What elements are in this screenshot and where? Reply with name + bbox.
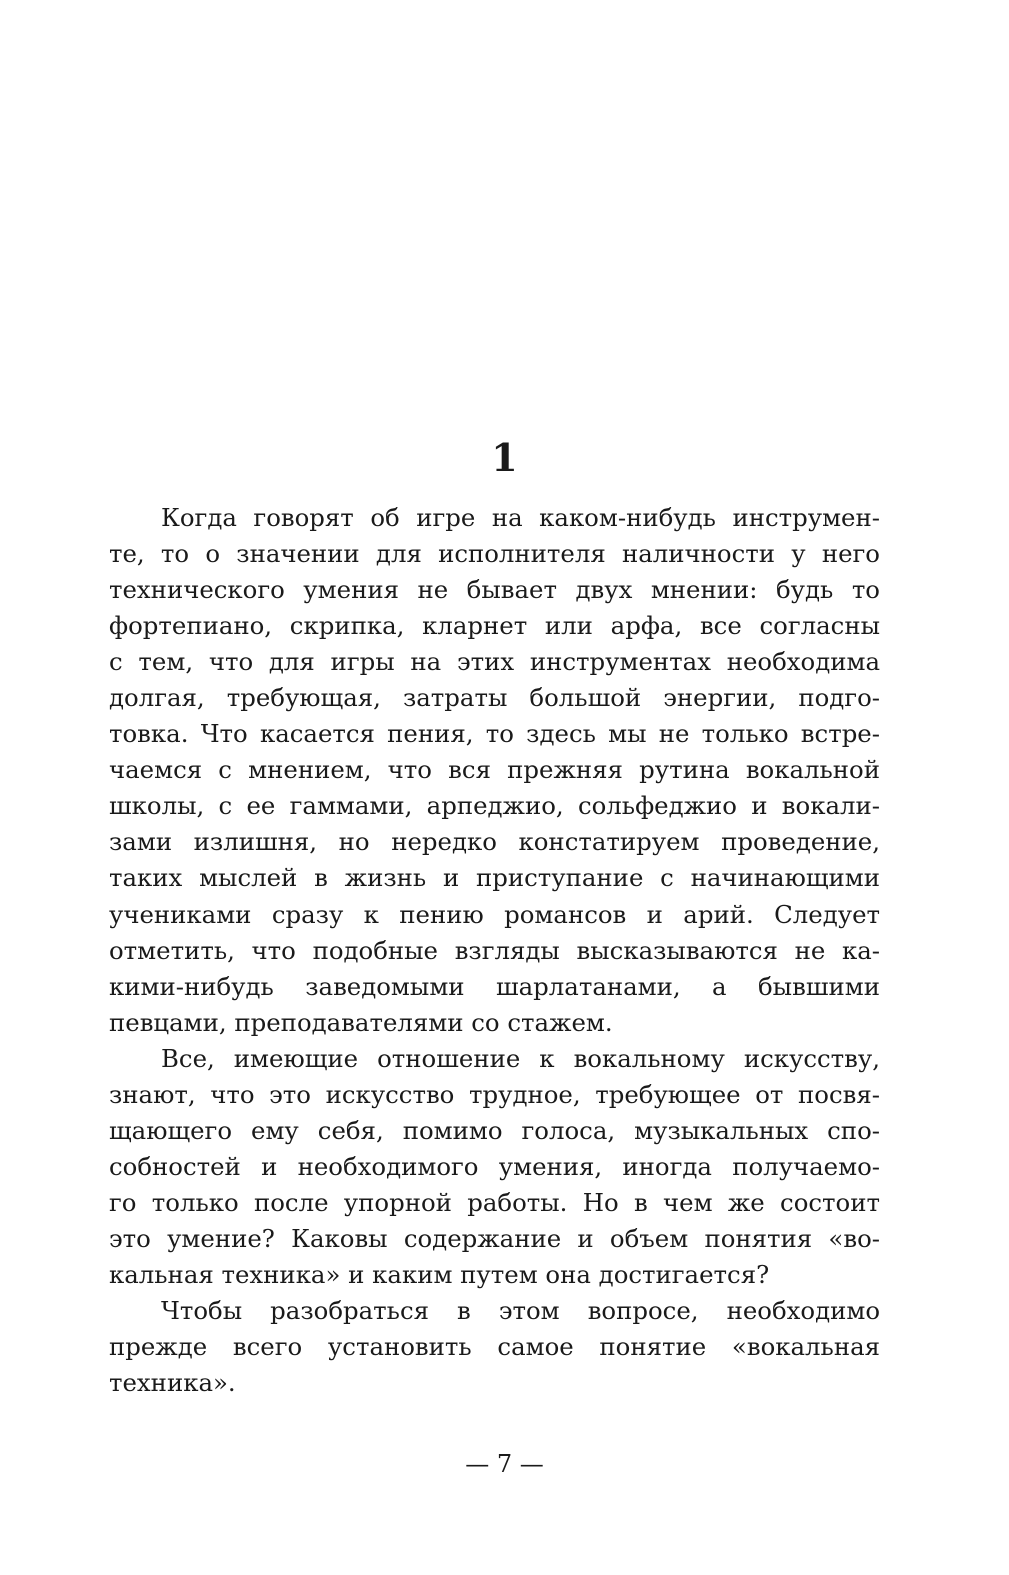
text-line: щающего ему себя, помимо голоса, музыкальных спо-	[109, 1115, 880, 1145]
text-line: Когда говорят об игре на каком-нибудь инструмен-	[161, 503, 880, 532]
text-line: долгая, требующая, затраты большой энергии, подго-	[109, 683, 880, 713]
chapter-number: 1	[491, 435, 518, 480]
text-line: отметить, что подобные взгляды высказываются не ка-	[109, 935, 880, 965]
text-line: знают, что это искусство трудное, требующее от посвя-	[109, 1079, 880, 1109]
text-line: собностей и необходимого умения, иногда получаемо-	[109, 1151, 880, 1181]
text-line: прежде всего установить самое понятие «вокальная	[109, 1332, 880, 1362]
text-line: таких мыслей в жизнь и приступание с начинающими	[109, 863, 880, 893]
text-line: фортепиано, скрипка, кларнет или арфа, все согласны	[109, 611, 880, 641]
text-line: го только после упорной работы. Но в чем же состоит	[109, 1187, 880, 1217]
text-line: это умение? Каковы содержание и объем понятия «во-	[109, 1223, 880, 1253]
paragraph-2	[109, 1041, 880, 1293]
text-line: кими-нибудь заведомыми шарлатанами, а бывшими	[109, 971, 880, 1001]
paragraph-1	[109, 500, 880, 1041]
text-line: зами излишня, но нередко констатируем проведение,	[109, 827, 880, 857]
text-line: кальная техника» и каким путем она достигается?	[109, 1259, 770, 1289]
text-line: технического умения не бывает двух мнении: будь то	[109, 575, 880, 605]
text-line: Все, имеющие отношение к вокальному искусству,	[161, 1043, 880, 1073]
page-number: — 7 —	[465, 1450, 544, 1478]
text-line: те, то о значении для исполнителя наличности у него	[109, 539, 880, 569]
text-line: товка. Что касается пения, то здесь мы не только встре-	[109, 719, 880, 749]
text-line: чаемся с мнением, что вся прежняя рутина вокальной	[109, 755, 880, 785]
text-line: учениками сразу к пению романсов и арий. Следует	[109, 899, 880, 929]
paragraph-3	[109, 1293, 880, 1401]
text-line: техника».	[109, 1368, 236, 1398]
text-line: с тем, что для игры на этих инструментах необходима	[109, 647, 880, 677]
text-line: Чтобы разобраться в этом вопросе, необходимо	[161, 1296, 880, 1326]
body-text	[109, 500, 880, 1401]
text-line: школы, с ее гаммами, арпеджио, сольфеджио и вокали-	[109, 791, 880, 821]
text-line: певцами, преподавателями со стажем.	[109, 1007, 613, 1037]
